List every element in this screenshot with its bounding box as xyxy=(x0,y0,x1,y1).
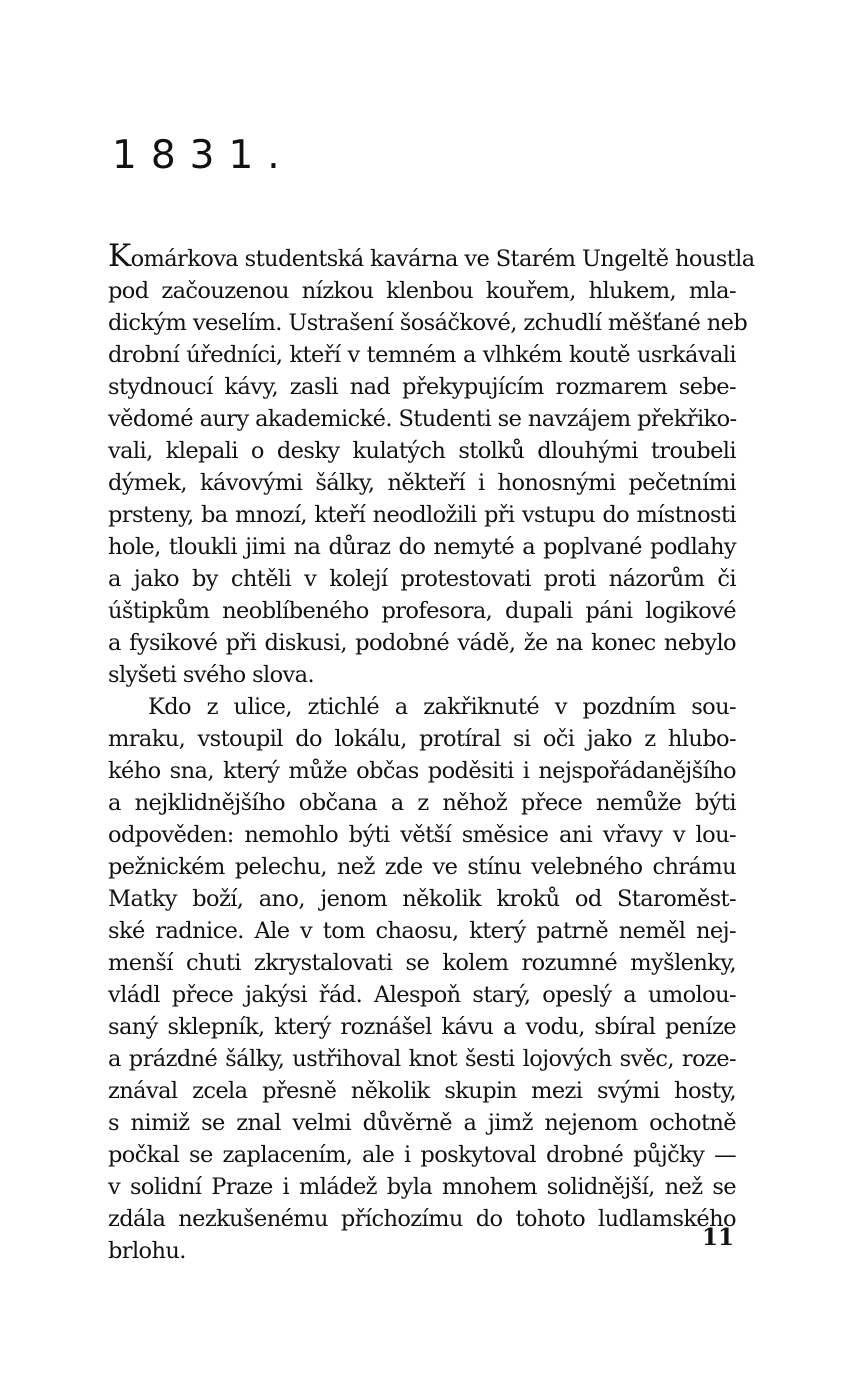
text-line: a fysikové při diskusi, podobné vádě, že na konec nebylo xyxy=(108,630,736,656)
text-line: zdála nezkušenému příchozímu do tohoto ludlamského xyxy=(108,1206,736,1232)
paragraph xyxy=(108,238,755,691)
text-line: Komárkova studentská kavárna ve Starém Ungeltě houstla xyxy=(108,238,755,274)
chapter-title: 1831. xyxy=(112,133,294,178)
text-line: vládl přece jakýsi řád. Alespoň starý, opeslý a umolou- xyxy=(108,982,736,1008)
text-line: znával zcela přesně několik skupin mezi svými hosty, xyxy=(108,1078,736,1104)
text-line: úštipkům neoblíbeného profesora, dupali páni logikové xyxy=(108,598,736,624)
text-line: mraku, vstoupil do lokálu, protíral si oči jako z hlubo- xyxy=(108,726,736,752)
text-line: pežnickém pelechu, než zde ve stínu velebného chrámu xyxy=(108,854,736,880)
body-text xyxy=(108,238,755,1267)
text-line: dýmek, kávovými šálky, někteří i honosnými pečetními xyxy=(108,470,736,496)
text-line: kého sna, který může občas poděsiti i nejspořádanějšího xyxy=(108,758,736,784)
text-line: prsteny, ba mnozí, kteří neodložili při vstupu do místnosti xyxy=(108,502,736,528)
text-line: hole, tloukli jimi na důraz do nemyté a poplvané podlahy xyxy=(108,534,736,560)
drop-cap: K xyxy=(108,238,131,274)
text-line: s nimiž se znal velmi důvěrně a jimž nejenom ochotně xyxy=(108,1110,736,1136)
text-line: pod začouzenou nízkou klenbou kouřem, hlukem, mla- xyxy=(108,278,736,304)
text-line: v solidní Praze i mládež byla mnohem solidnější, než se xyxy=(108,1174,736,1200)
page-number: 11 xyxy=(702,1224,735,1251)
text-line: a nejklidnějšího občana a z něhož přece nemůže býti xyxy=(108,790,736,816)
paragraph xyxy=(108,691,736,1267)
text-line: počkal se zaplacením, ale i poskytoval drobné půjčky — xyxy=(108,1142,736,1168)
text-line: vali, klepali o desky kulatých stolků dlouhými troubeli xyxy=(108,438,736,464)
text-line: ské radnice. Ale v tom chaosu, který patrně neměl nej- xyxy=(108,918,736,944)
text-line: vědomé aury akademické. Studenti se navzájem překřiko- xyxy=(108,406,737,432)
text-line: a prázdné šálky, ustřihoval knot šesti lojových svěc, roze- xyxy=(108,1046,736,1072)
text-line: saný sklepník, který roznášel kávu a vodu, sbíral peníze xyxy=(108,1014,736,1040)
text-line: drobní úředníci, kteří v temném a vlhkém koutě usrkávali xyxy=(108,342,736,368)
text-line: odpověden: nemohlo býti větší směsice ani vřavy v lou- xyxy=(108,822,736,848)
text-line: a jako by chtěli v kolejí protestovati proti názorům či xyxy=(108,566,736,592)
text-line: Matky boží, ano, jenom několik kroků od Staroměst- xyxy=(108,886,736,912)
text-line: slyšeti svého slova. xyxy=(108,662,315,688)
text-line: brlohu. xyxy=(108,1238,186,1264)
text-line: Kdo z ulice, ztichlé a zakřiknuté v pozdním sou- xyxy=(148,694,736,720)
text-line: menší chuti zkrystalovati se kolem rozumné myšlenky, xyxy=(108,950,736,976)
text-line: stydnoucí kávy, zasli nad překypujícím rozmarem sebe- xyxy=(108,374,736,400)
text-line: dickým veselím. Ustrašení šosáčkové, zchudlí měšťané neb xyxy=(108,310,748,336)
